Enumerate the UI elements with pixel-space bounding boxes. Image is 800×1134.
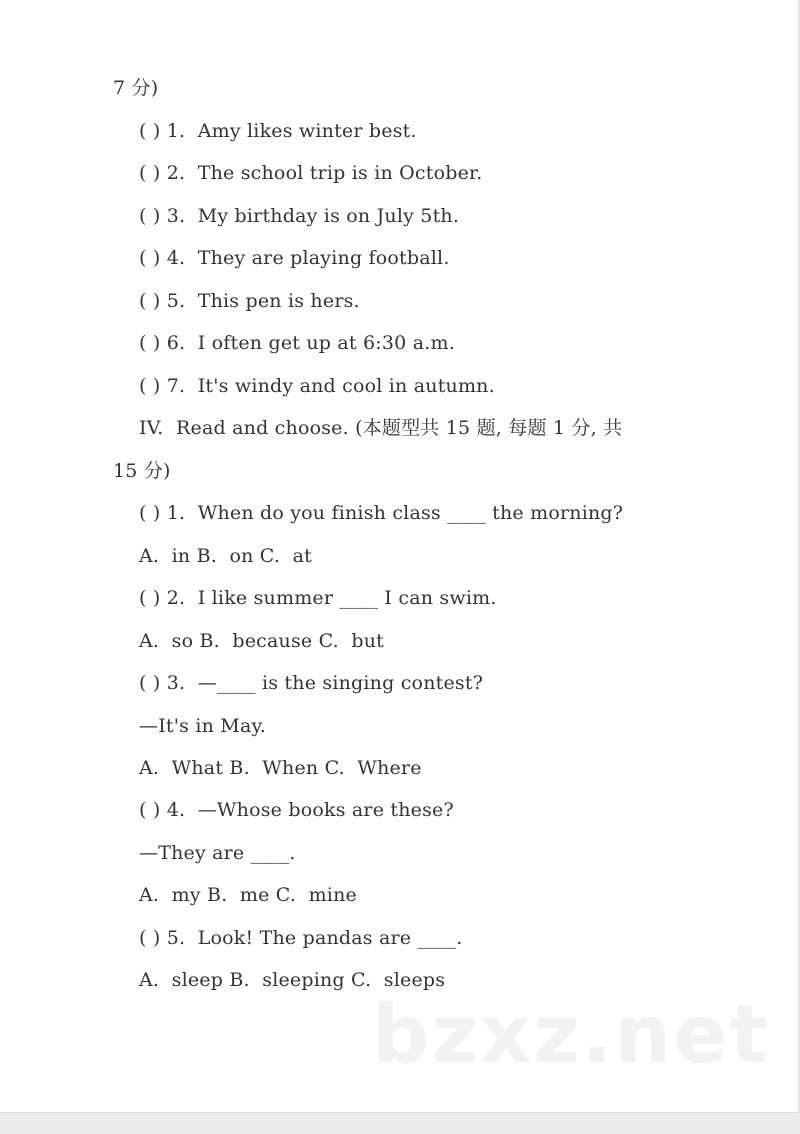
- question-4: ( ) 4. —Whose books are these?: [139, 799, 454, 821]
- question-3: ( ) 3. —____ is the singing contest?: [139, 672, 484, 694]
- judge-item-6: ( ) 6. I often get up at 6:30 a.m.: [139, 332, 455, 354]
- question-5-options: A. sleep B. sleeping C. sleeps: [139, 969, 446, 991]
- section-heading: IV. Read and choose. (本题型共 15 题, 每题 1 分, 共: [139, 417, 623, 439]
- judge-item-5: ( ) 5. This pen is hers.: [139, 290, 360, 312]
- question-5: ( ) 5. Look! The pandas are ____.: [139, 927, 463, 949]
- question-4-answer-line: —They are ____.: [139, 842, 296, 864]
- question-3-answer-line: —It's in May.: [139, 715, 267, 737]
- question-2-options: A. so B. because C. but: [139, 630, 385, 652]
- watermark: bzxz.net: [372, 988, 770, 1081]
- judge-item-3: ( ) 3. My birthday is on July 5th.: [139, 205, 460, 227]
- question-2: ( ) 2. I like summer ____ I can swim.: [139, 587, 497, 609]
- question-4-options: A. my B. me C. mine: [139, 884, 357, 906]
- question-1: ( ) 1. When do you finish class ____ the morning?: [139, 502, 624, 524]
- question-1-options: A. in B. on C. at: [139, 545, 312, 567]
- judge-item-2: ( ) 2. The school trip is in October.: [139, 162, 483, 184]
- question-3-options: A. What B. When C. Where: [139, 757, 422, 779]
- judge-item-1: ( ) 1. Amy likes winter best.: [139, 120, 417, 142]
- judge-item-4: ( ) 4. They are playing football.: [139, 247, 450, 269]
- section-heading-continued: 15 分): [113, 460, 171, 482]
- judge-item-7: ( ) 7. It's windy and cool in autumn.: [139, 375, 495, 397]
- previous-section-tail: 7 分): [113, 77, 159, 99]
